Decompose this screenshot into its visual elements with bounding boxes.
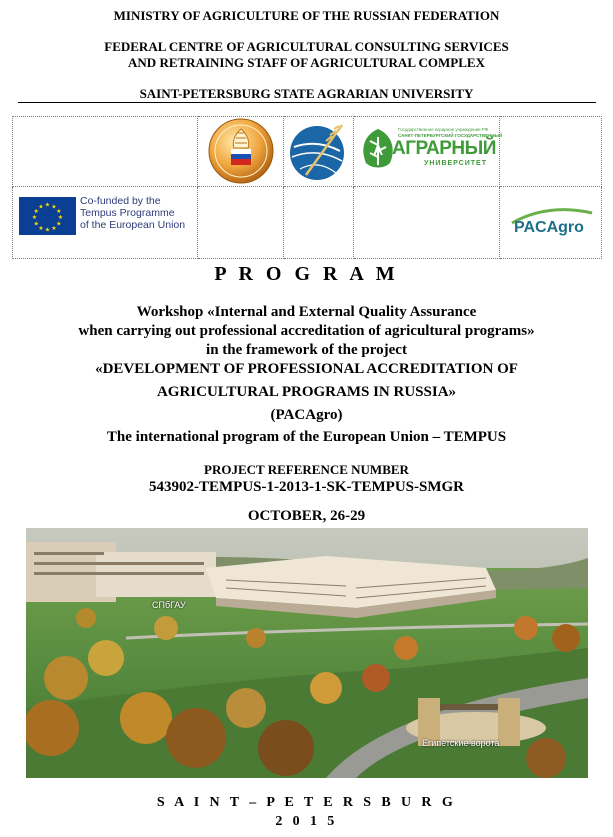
svg-text:★: ★	[57, 214, 64, 221]
logo-cell-consulting	[284, 117, 354, 187]
pacagro-name: PACAgro	[514, 219, 584, 236]
logo-cell-empty-4	[284, 187, 354, 259]
logo-cell-empty-5	[354, 187, 500, 259]
project-title-line1: «DEVELOPMENT OF PROFESSIONAL ACCREDITATION OF	[95, 361, 518, 377]
svg-text:★: ★	[56, 207, 62, 215]
logo-cell-pacagro	[500, 187, 602, 259]
consulting-centre-globe-icon	[284, 117, 354, 187]
ministry-heading: MINISTRY OF AGRICULTURE OF THE RUSSIAN FEDERATION	[113, 8, 500, 23]
project-acronym: (PACAgro)	[270, 407, 343, 423]
eu-flag-icon	[19, 197, 76, 235]
footer-year: 2 0 1 5	[275, 814, 338, 829]
reference-label: PROJECT REFERENCE NUMBER	[204, 462, 409, 477]
logo-cell-ministry	[198, 117, 284, 187]
svg-text:★: ★	[33, 207, 39, 215]
university-logo-small1: Государственное аграрное учреждение РФ	[398, 127, 489, 132]
campus-photo-illustration	[26, 528, 588, 778]
svg-text:★: ★	[44, 201, 51, 209]
svg-text:★: ★	[38, 203, 44, 211]
photo-label-gate: Египетские ворота	[422, 738, 500, 748]
tempus-line: The international program of the European Union – TEMPUS	[106, 429, 507, 445]
logo-cell-empty-1	[13, 117, 198, 187]
footer-city: S A I N T – P E T E R S B U R G	[156, 795, 457, 810]
workshop-line1: Workshop «Internal and External Quality Assurance	[136, 304, 477, 320]
eu-cofunded-text	[80, 195, 185, 231]
ministry-emblem-icon	[198, 117, 284, 187]
reference-number: 543902-TEMPUS-1-2013-1-SK-TEMPUS-SMGR	[149, 479, 464, 495]
centre-heading-line1: FEDERAL CENTRE OF AGRICULTURAL CONSULTING SERVICES	[104, 39, 509, 54]
svg-text:А: А	[372, 142, 384, 158]
university-logo-small2: САНКТ-ПЕТЕРБУРГСКИЙ ГОСУДАРСТВЕННЫЙ	[398, 133, 503, 138]
pacagro-logo-text	[514, 219, 584, 237]
eu-text-line3: of the European Union	[80, 219, 186, 231]
eu-text-line1: Co-funded by the	[80, 195, 161, 207]
svg-text:★: ★	[38, 224, 44, 232]
project-title-line2: AGRICULTURAL PROGRAMS IN RUSSIA»	[156, 384, 457, 400]
svg-text:★: ★	[51, 224, 57, 232]
logo-cell-eu	[13, 187, 198, 259]
svg-text:★: ★	[51, 203, 57, 211]
university-logo-sub: УНИВЕРСИТЕТ	[424, 160, 487, 167]
eu-text-line2: Tempus Programme	[80, 207, 175, 219]
header-divider	[18, 102, 596, 103]
svg-text:★: ★	[31, 214, 38, 221]
event-dates: OCTOBER, 26-29	[247, 508, 366, 524]
university-logo-name: АГРАРНЫЙ	[392, 138, 496, 159]
workshop-line2: when carrying out professional accreditation of agricultural programs»	[78, 323, 535, 339]
university-heading: SAINT-PETERSBURG STATE AGRARIAN UNIVERSITY	[139, 86, 474, 101]
svg-text:★: ★	[44, 226, 51, 234]
logo-cell-empty-2	[500, 117, 602, 187]
workshop-line3: in the framework of the project	[206, 342, 407, 358]
logo-cell-empty-3	[198, 187, 284, 259]
logo-cell-university	[354, 117, 503, 187]
svg-text:★: ★	[33, 220, 39, 228]
svg-text:★: ★	[56, 220, 62, 228]
program-title: P R O G R A M	[214, 263, 399, 285]
centre-heading-line2: AND RETRAINING STAFF OF AGRICULTURAL COMPLEX	[128, 55, 485, 70]
photo-label-university: СПбГАУ	[152, 600, 186, 610]
logo-table	[12, 116, 602, 259]
campus-aerial-photo	[26, 528, 588, 778]
